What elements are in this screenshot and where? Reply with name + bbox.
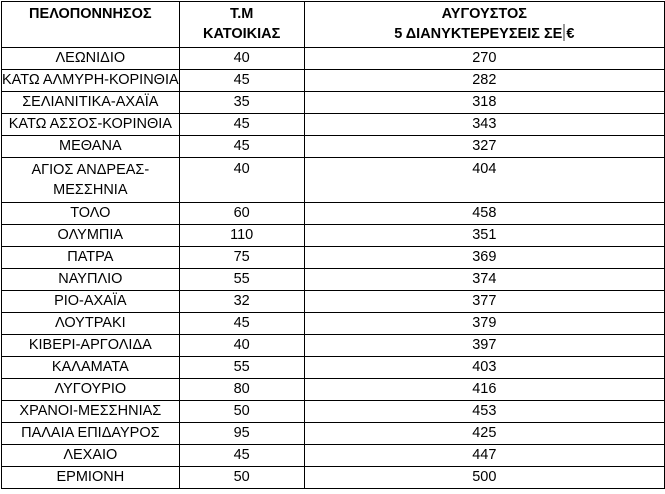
header-row xyxy=(2,2,665,48)
cell-place[interactable]: ΕΡΜΙΟΝΗ xyxy=(2,467,180,489)
cell-sqm[interactable]: 60 xyxy=(179,203,304,225)
cell-price[interactable]: 351 xyxy=(304,225,664,247)
cell-sqm[interactable]: 45 xyxy=(179,114,304,136)
cell-sqm[interactable]: 45 xyxy=(179,70,304,92)
cell-place[interactable]: ΛΕΧΑΙΟ xyxy=(2,445,180,467)
table-row xyxy=(2,291,665,313)
cell-place[interactable]: ΚΙΒΕΡΙ-ΑΡΓΟΛΙΔΑ xyxy=(2,335,180,357)
cell-place[interactable]: ΠΑΤΡΑ xyxy=(2,247,180,269)
table-row xyxy=(2,70,665,92)
cell-price[interactable]: 270 xyxy=(304,48,664,70)
cell-price[interactable]: 379 xyxy=(304,313,664,335)
cell-sqm[interactable]: 55 xyxy=(179,357,304,379)
cell-price[interactable]: 500 xyxy=(304,467,664,489)
table-row xyxy=(2,136,665,158)
cell-place[interactable]: ΛΟΥΤΡΑΚΙ xyxy=(2,313,180,335)
cell-place[interactable]: ΚΑΤΩ ΑΛΜΥΡΗ-ΚΟΡΙΝΘΙΑ xyxy=(2,70,180,92)
cell-price[interactable]: 447 xyxy=(304,445,664,467)
table-row xyxy=(2,203,665,225)
cell-place[interactable]: ΣΕΛΙΑΝΙΤΙΚΑ-ΑΧΑΪΑ xyxy=(2,92,180,114)
cell-price[interactable]: 453 xyxy=(304,401,664,423)
cell-price[interactable]: 425 xyxy=(304,423,664,445)
cell-price[interactable]: 458 xyxy=(304,203,664,225)
table-row xyxy=(2,445,665,467)
cell-price[interactable]: 404 xyxy=(304,158,664,203)
table-row xyxy=(2,335,665,357)
table-row xyxy=(2,225,665,247)
cell-place[interactable]: ΛΕΩΝΙΔΙΟ xyxy=(2,48,180,70)
cell-sqm[interactable]: 32 xyxy=(179,291,304,313)
header-region[interactable]: ΠΕΛΟΠΟΝΝΗΣΟΣ xyxy=(2,2,180,48)
table-row xyxy=(2,269,665,291)
cell-price[interactable]: 369 xyxy=(304,247,664,269)
header-price[interactable]: ΑΥΓΟΥΣΤΟΣ 5 ΔΙΑΝΥΚΤΕΡΕΥΣΕΙΣ ΣΕ € xyxy=(304,2,664,48)
cell-sqm[interactable]: 45 xyxy=(179,313,304,335)
cell-price[interactable]: 377 xyxy=(304,291,664,313)
cell-price[interactable]: 403 xyxy=(304,357,664,379)
table-row xyxy=(2,92,665,114)
cell-sqm[interactable]: 50 xyxy=(179,401,304,423)
cell-place[interactable]: ΛΥΓΟΥΡΙΟ xyxy=(2,379,180,401)
table-row xyxy=(2,114,665,136)
cell-sqm[interactable]: 40 xyxy=(179,335,304,357)
cell-sqm[interactable]: 40 xyxy=(179,48,304,70)
table-row xyxy=(2,48,665,70)
cell-place[interactable]: ΚΑΤΩ ΑΣΣΟΣ-ΚΟΡΙΝΘΙΑ xyxy=(2,114,180,136)
cell-price[interactable]: 282 xyxy=(304,70,664,92)
cell-place[interactable]: ΑΓΙΟΣ ΑΝΔΡΕΑΣ-ΜΕΣΣΗΝΙΑ xyxy=(2,158,180,203)
table-row xyxy=(2,247,665,269)
cell-price[interactable]: 416 xyxy=(304,379,664,401)
cell-place[interactable]: ΚΑΛΑΜΑΤΑ xyxy=(2,357,180,379)
cell-sqm[interactable]: 80 xyxy=(179,379,304,401)
table-row xyxy=(2,158,665,203)
cell-place[interactable]: ΝΑΥΠΛΙΟ xyxy=(2,269,180,291)
cell-place[interactable]: ΠΑΛΑΙΑ ΕΠΙΔΑΥΡΟΣ xyxy=(2,423,180,445)
cell-sqm[interactable]: 50 xyxy=(179,467,304,489)
table-row xyxy=(2,379,665,401)
header-area[interactable]: Τ.Μ ΚΑΤΟΙΚΙΑΣ xyxy=(179,2,304,48)
table-row xyxy=(2,357,665,379)
cell-price[interactable]: 318 xyxy=(304,92,664,114)
table-row xyxy=(2,313,665,335)
table-row xyxy=(2,401,665,423)
cell-place[interactable]: ΟΛΥΜΠΙΑ xyxy=(2,225,180,247)
cell-place[interactable]: ΤΟΛΟ xyxy=(2,203,180,225)
cell-price[interactable]: 327 xyxy=(304,136,664,158)
cell-sqm[interactable]: 110 xyxy=(179,225,304,247)
rentals-table xyxy=(1,1,665,489)
cell-sqm[interactable]: 45 xyxy=(179,445,304,467)
cell-place[interactable]: ΜΕΘΑΝΑ xyxy=(2,136,180,158)
cell-price[interactable]: 397 xyxy=(304,335,664,357)
cell-sqm[interactable]: 35 xyxy=(179,92,304,114)
cell-sqm[interactable]: 55 xyxy=(179,269,304,291)
table-row xyxy=(2,423,665,445)
cell-sqm[interactable]: 40 xyxy=(179,158,304,203)
table-row xyxy=(2,467,665,489)
cell-sqm[interactable]: 95 xyxy=(179,423,304,445)
cell-price[interactable]: 343 xyxy=(304,114,664,136)
cell-sqm[interactable]: 75 xyxy=(179,247,304,269)
cell-place[interactable]: ΡΙΟ-ΑΧΑΪΑ xyxy=(2,291,180,313)
cell-price[interactable]: 374 xyxy=(304,269,664,291)
cell-place[interactable]: ΧΡΑΝΟΙ-ΜΕΣΣΗΝΙΑΣ xyxy=(2,401,180,423)
cell-sqm[interactable]: 45 xyxy=(179,136,304,158)
